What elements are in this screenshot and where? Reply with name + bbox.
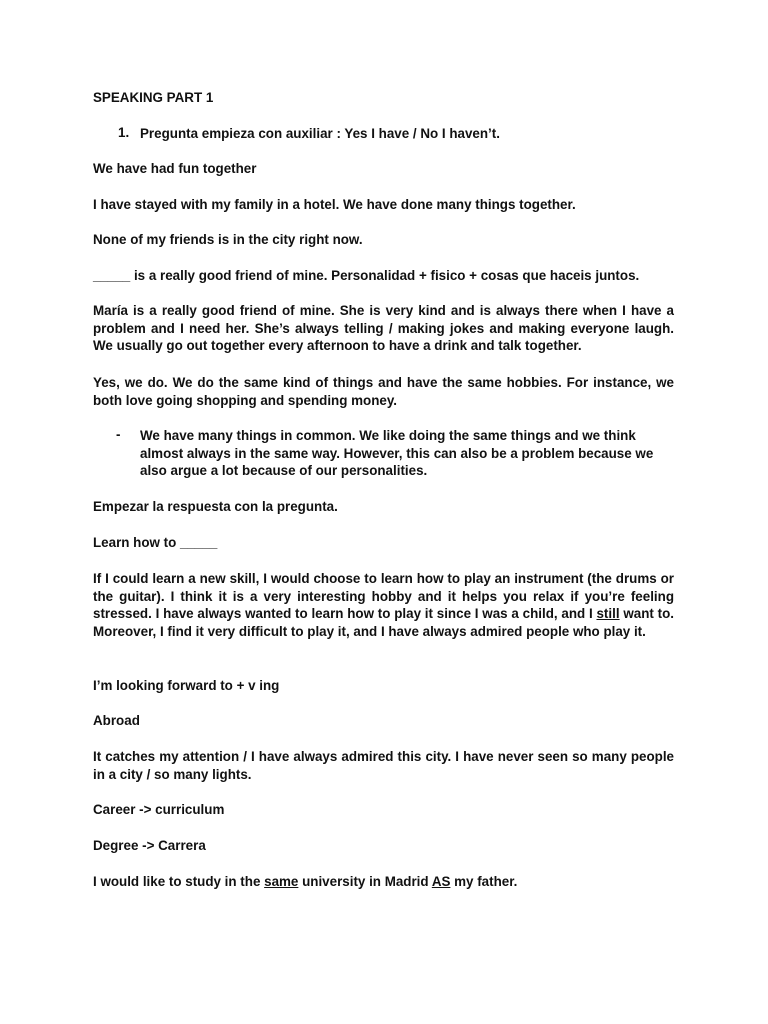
- paragraph-learn-how: Learn how to _____: [93, 535, 218, 550]
- dash-item-text: We have many things in common. We like doing the same things and we think almost always in the same way. However, this can also be a problem because we also argue a lot because of our personalities.: [140, 428, 654, 478]
- paragraph-friends-city: None of my friends is in the city right now.: [93, 232, 363, 247]
- paragraph-same-hobbies: Yes, we do. We do the same kind of things and have the same hobbies. For instance, we both love going shopping and spending money.: [93, 375, 674, 408]
- underlined-word: AS: [431, 874, 451, 889]
- paragraph-abroad: Abroad: [93, 713, 140, 728]
- paragraph-new-skill: [93, 570, 674, 640]
- text-span: want to. Moreover, I find it very difficult to play it, and I have always admired people who play it.: [93, 606, 674, 639]
- text-span: If I could learn a new skill, I would choose to learn how to play an instrument (the drums or the guitar). I think it is a very interesting hobby and it helps you relax if you’re feeling stressed. I have always wanted to learn how to play it since I was a child, and I: [93, 571, 674, 621]
- paragraph-empezar: Empezar la respuesta con la pregunta.: [93, 499, 338, 514]
- paragraph-fun-together: We have had fun together: [93, 161, 257, 176]
- text-span: university in Madrid: [298, 874, 432, 889]
- paragraph-degree: Degree -> Carrera: [93, 838, 206, 853]
- paragraph-template-friend: _____ is a really good friend of mine. Personalidad + fisico + cosas que haceis juntos.: [93, 268, 640, 283]
- list-item-marker: 1.: [118, 125, 130, 140]
- paragraph-hotel: I have stayed with my family in a hotel. We have done many things together.: [93, 197, 576, 212]
- paragraph-maria: María is a really good friend of mine. She is very kind and is always there when I have a problem and I need her. She’s always telling / making jokes and making everyone laugh. We usually go out together every afternoon to have a drink and talk together.: [93, 303, 674, 353]
- page-title: SPEAKING PART 1: [93, 90, 214, 105]
- underlined-word: same: [264, 874, 299, 889]
- paragraph-career: Career -> curriculum: [93, 802, 225, 817]
- text-span: I would like to study in the: [93, 874, 265, 889]
- paragraph-looking-forward: I’m looking forward to + v ing: [93, 678, 280, 693]
- dash-item-marker: -: [116, 427, 121, 442]
- underlined-word: still: [596, 606, 620, 621]
- paragraph-city: It catches my attention / I have always admired this city. I have never seen so many people in a city / so many lights.: [93, 749, 674, 782]
- text-span: my father.: [450, 874, 518, 889]
- list-item-text: Pregunta empieza con auxiliar : Yes I have / No I haven’t.: [140, 126, 500, 141]
- paragraph-university: [93, 873, 674, 891]
